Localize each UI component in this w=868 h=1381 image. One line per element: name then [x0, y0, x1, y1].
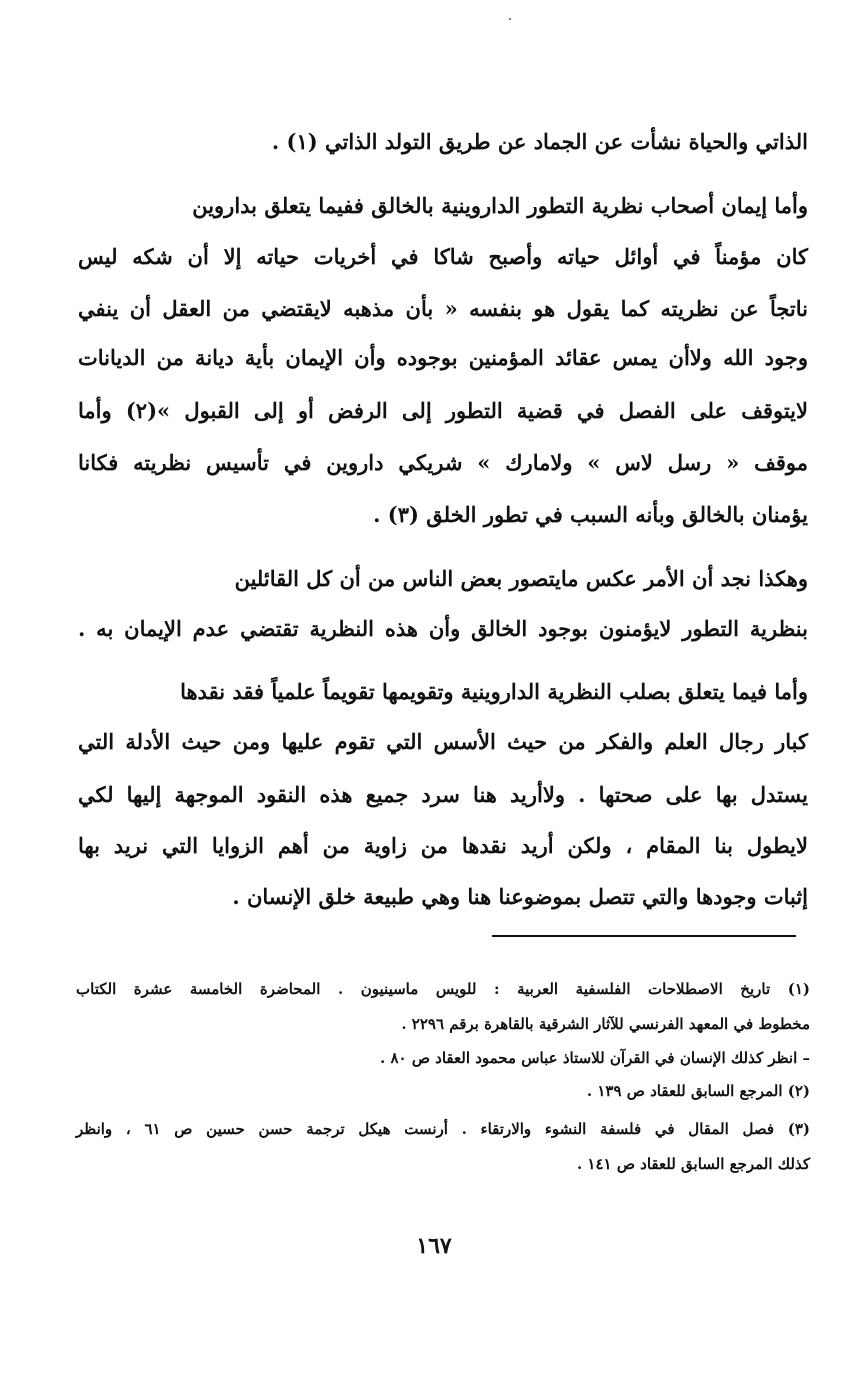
body-line: وهكذا نجد أن الأمر عكس مايتصور بعض الناس من أن كل القائلين: [234, 566, 808, 591]
footnote-line: مخطوط في المعهد الفرنسي للآثار الشرقية بالقاهرة برقم ٢٢٩٦ .: [401, 1015, 810, 1033]
body-line: الذاتي والحياة نشأت عن الجماد عن طريق التولد الذاتي (١) .: [271, 129, 808, 154]
body-line: كبار رجال العلم والفكر من حيث الأسس التي تقوم عليها ومن حيث الأدلة التي: [78, 729, 808, 754]
body-line: يستدل بها على صحتها . ولاأريد هنا سرد جميع هذه النقود الموجهة إليها لكي: [78, 782, 808, 807]
footnote-line: (٣) فصل المقال في فلسفة النشوء والارتقاء . أرنست هيكل ترجمة حسن حسين ص ٦١ ، وانظر: [76, 1120, 810, 1138]
page-number: ١٦٧: [416, 1233, 452, 1259]
body-line: يؤمنان بالخالق وبأنه السبب في تطور الخلق (٣) .: [373, 502, 808, 527]
footnote-line: (٢) المرجع السابق للعقاد ص ١٣٩ .: [586, 1082, 810, 1100]
footnote-line: – انظر كذلك الإنسان في القرآن للاستاذ عباس محمود العقاد ص ٨٠ .: [380, 1049, 810, 1067]
scan-speck: [509, 18, 511, 20]
body-line: لايتوقف على الفصل في قضية التطور إلى الرفض أو إلى القبول »(٢) وأما: [78, 398, 808, 423]
footnote-line: كذلك المرجع السابق للعقاد ص ١٤١ .: [576, 1155, 810, 1173]
body-line: وأما إيمان أصحاب نظرية التطور الداروينية بالخالق ففيما يتعلق بداروين: [192, 193, 808, 218]
footnote-divider: [492, 935, 796, 937]
body-line: وأما فيما يتعلق بصلب النظرية الداروينية وتقويمها تقويماً علمياً فقد نقدها: [180, 679, 808, 704]
body-line: موقف « رسل لاس » ولامارك » شريكي داروين في تأسيس نظريته فكانا: [78, 450, 808, 475]
body-line: بنظرية التطور لايؤمنون بوجود الخالق وأن هذه النظرية تقتضي عدم الإيمان به .: [78, 616, 808, 641]
footnote-line: (١) تاريخ الاصطلاحات الفلسفية العربية : للويس ماسينيون . المحاضرة الخامسة عشرة الكتاب: [76, 980, 810, 998]
body-line: لايطول بنا المقام ، ولكن أريد نقدها من زاوية من أهم الزوايا التي نريد بها: [78, 833, 808, 858]
body-line: وجود الله ولاأن يمس عقائد المؤمنين بوجوده وأن الإيمان بأية ديانة من الديانات: [78, 345, 808, 370]
body-line: كان مؤمناً في أوائل حياته وأصبح شاكا في أخريات حياته إلا أن شكه ليس: [78, 244, 808, 269]
body-line: ناتجاً عن نظريته كما يقول هو بنفسه « بأن مذهبه لايقتضي من العقل أن ينفي: [78, 296, 808, 321]
body-line: إثبات وجودها والتي تتصل بموضوعنا هنا وهي طبيعة خلق الإنسان .: [232, 884, 808, 909]
